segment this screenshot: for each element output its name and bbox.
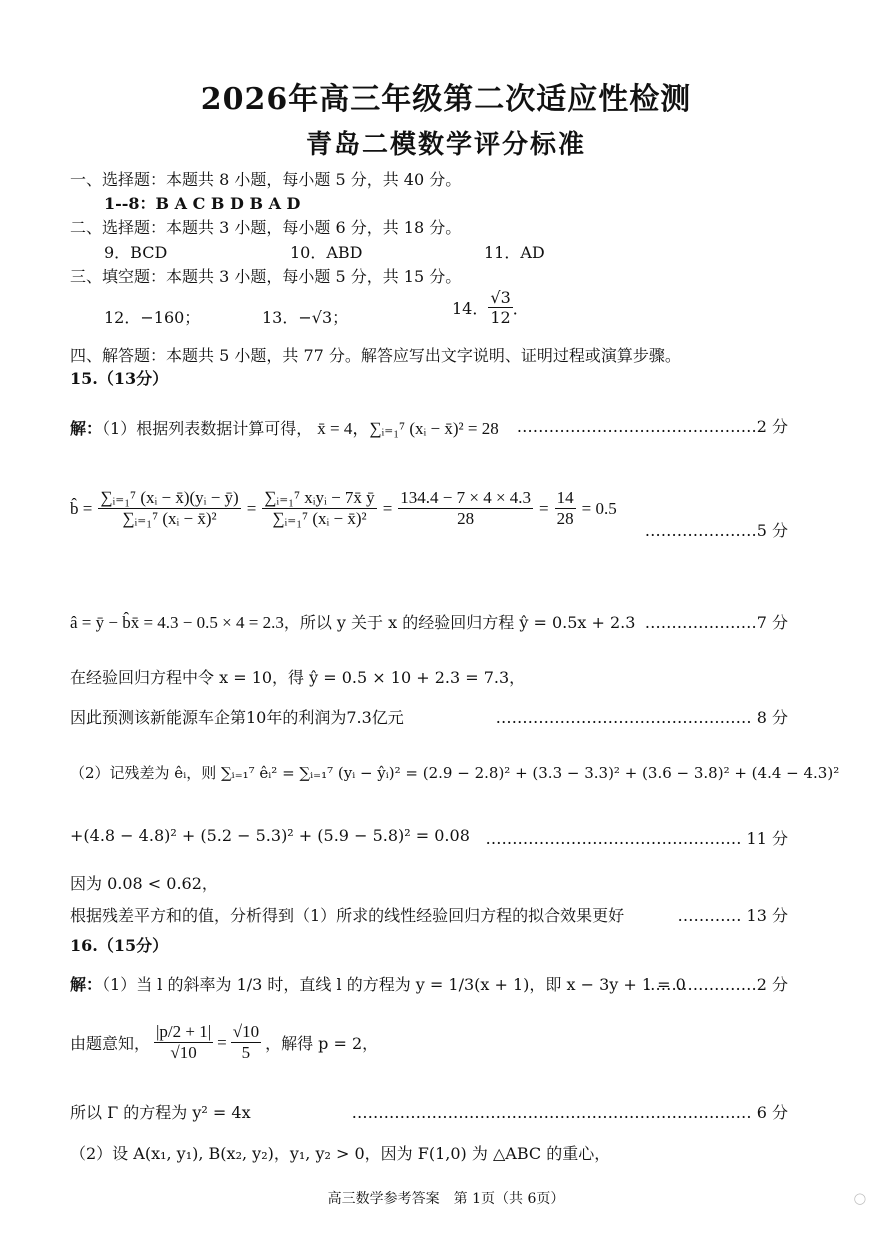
q15-line3-text: ，所以 y 关于 x 的经验回归方程 ŷ = 0.5x + 2.3: [283, 613, 636, 632]
q16-line4: （2）设 A(x₁, y₁), B(x₂, y₂)，y₁, y₂ > 0，因为 F(1,0) 为 △ABC 的重心，: [70, 1144, 611, 1163]
answer-14-denominator: 12: [490, 308, 511, 327]
slope-fraction-1: [98, 488, 240, 529]
answer-9: 9．BCD: [104, 243, 168, 262]
q15-line4: 在经验回归方程中令 x = 10，得 ŷ = 0.5 × 10 + 2.3 = 7.3，: [70, 668, 526, 687]
q15-line6: （2）记残差为 êᵢ，则 ∑ᵢ₌₁⁷ êᵢ² = ∑ᵢ₌₁⁷ (yᵢ − ŷᵢ)² = (2.9 − 2.8)² + (3.3 − 3.3)² + (3.6 − 3.8)² + (4.4 − 4.3)²: [70, 764, 840, 782]
q16-line2: [70, 1022, 378, 1063]
answer-13: 13．−√3；: [262, 308, 349, 327]
distance-fraction: [154, 1022, 213, 1063]
section4-heading: 四、解答题：本题共 5 小题，共 77 分。解答应写出文字说明、证明过程或演算步骤。: [70, 346, 681, 365]
section1-heading: 一、选择题：本题共 8 小题，每小题 5 分，共 40 分。: [70, 170, 462, 189]
watermark-logo: ◯: [853, 1192, 866, 1205]
exam-title: 2026年高三年级第二次适应性检测: [200, 82, 692, 117]
q15-line3: [70, 610, 635, 633]
slope-fraction-2-numerator: ∑ᵢ₌₁⁷ xᵢyᵢ − 7x̄ ȳ: [264, 488, 375, 507]
section3-heading: 三、填空题：本题共 3 小题，每小题 5 分，共 15 分。: [70, 267, 462, 286]
q15-line1-math: x̄ = 4，∑ᵢ₌₁⁷ (xᵢ − x̄)² = 28: [317, 419, 499, 438]
q15-line8: 因为 0.08 < 0.62，: [70, 874, 218, 893]
equals-sign: =: [246, 498, 257, 518]
distance-fraction-denominator: √10: [170, 1043, 197, 1062]
distance-value-numerator: √10: [232, 1022, 260, 1041]
q15-line9: 根据残差平方和的值，分析得到（1）所求的线性经验回归方程的拟合效果更好: [70, 906, 625, 925]
q15-line5: 因此预测该新能源车企第10年的利润为7.3亿元: [70, 708, 404, 727]
q15-solution-label: 解：: [70, 419, 103, 438]
equals-sign: =: [382, 498, 393, 518]
answer-12: 12．−160；: [104, 308, 201, 327]
q15-line1-text: （1）根据列表数据计算可得，: [102, 419, 313, 438]
q16-line3: 所以 Γ 的方程为 y² = 4x: [70, 1103, 251, 1122]
slope-fraction-3: [398, 488, 533, 529]
b-hat-lhs: b̂ =: [70, 498, 93, 518]
distance-value-denominator: 5: [241, 1043, 251, 1062]
q16-line1: [70, 972, 686, 995]
q16-line1-score: …………………2 分: [644, 975, 788, 994]
section1-answers: 1--8：B A C B D B A D: [104, 194, 301, 213]
answer-11: 11．AD: [484, 243, 545, 262]
slope-fraction-2-denominator: ∑ᵢ₌₁⁷ (xᵢ − x̄)²: [272, 509, 367, 528]
slope-result: = 0.5: [581, 498, 617, 518]
q15-line9-score: ………… 13 分: [677, 906, 788, 925]
q15-line2-score: …………………5 分: [644, 521, 788, 540]
q15-line3-math: â = ȳ − b̂x̄ = 4.3 − 0.5 × 4 = 2.3: [70, 613, 284, 632]
page-footer: 高三数学参考答案 第 1页（共 6页）: [327, 1191, 565, 1207]
q15-slope-formula: [70, 488, 617, 529]
section2-heading: 二、选择题：本题共 3 小题，每小题 6 分，共 18 分。: [70, 218, 462, 237]
q15-line7-score: ………………………………………… 11 分: [485, 829, 788, 848]
answer-14-fraction: [488, 288, 512, 327]
q15-line1-score: ………………………………………2 分: [516, 417, 788, 436]
q15-line7: +(4.8 − 4.8)² + (5.2 − 5.3)² + (5.9 − 5.8)² = 0.08: [70, 826, 470, 845]
q15-line5-score: ………………………………………… 8 分: [495, 708, 788, 727]
exam-subtitle: 青岛二模数学评分标准: [305, 130, 586, 160]
answer-14: [452, 288, 529, 327]
slope-fraction-2: [262, 488, 376, 529]
q16-line1-text: （1）当 l 的斜率为 1/3 时，直线 l 的方程为 y = 1/3(x + 1)，即 x − 3y + 1 = 0: [102, 975, 686, 994]
slope-fraction-3-denominator: 28: [457, 509, 475, 528]
slope-fraction-1-denominator: ∑ᵢ₌₁⁷ (xᵢ − x̄)²: [122, 509, 217, 528]
answer-10: 10．ABD: [290, 243, 363, 262]
answer-14-numerator: √3: [490, 288, 511, 307]
distance-fraction-numerator: |p/2 + 1|: [156, 1022, 212, 1041]
slope-fraction-4-numerator: 14: [556, 488, 574, 507]
q15-line3-score: …………………7 分: [644, 613, 788, 632]
answer-14-end: ．: [512, 299, 529, 318]
distance-value-fraction: [231, 1022, 261, 1063]
equals-sign: =: [539, 498, 549, 518]
q15-line1: [70, 414, 499, 439]
q16-line2-pre: 由题意知，: [70, 1034, 151, 1053]
slope-fraction-4: [555, 488, 576, 529]
q16-line2-post: ，解得 p = 2，: [265, 1034, 379, 1053]
slope-fraction-4-denominator: 28: [556, 509, 574, 528]
q16-title: 16.（15分）: [70, 936, 169, 955]
slope-fraction-3-numerator: 134.4 − 7 × 4 × 4.3: [400, 488, 532, 507]
q16-line3-score: ………………………………………………………………… 6 分: [351, 1103, 788, 1122]
q15-title: 15.（13分）: [70, 369, 169, 388]
answer-14-label: 14．: [452, 299, 489, 318]
slope-fraction-1-numerator: ∑ᵢ₌₁⁷ (xᵢ − x̄)(yᵢ − ȳ): [100, 488, 239, 507]
q16-solution-label: 解：: [70, 975, 103, 994]
equals-sign: =: [217, 1032, 227, 1052]
